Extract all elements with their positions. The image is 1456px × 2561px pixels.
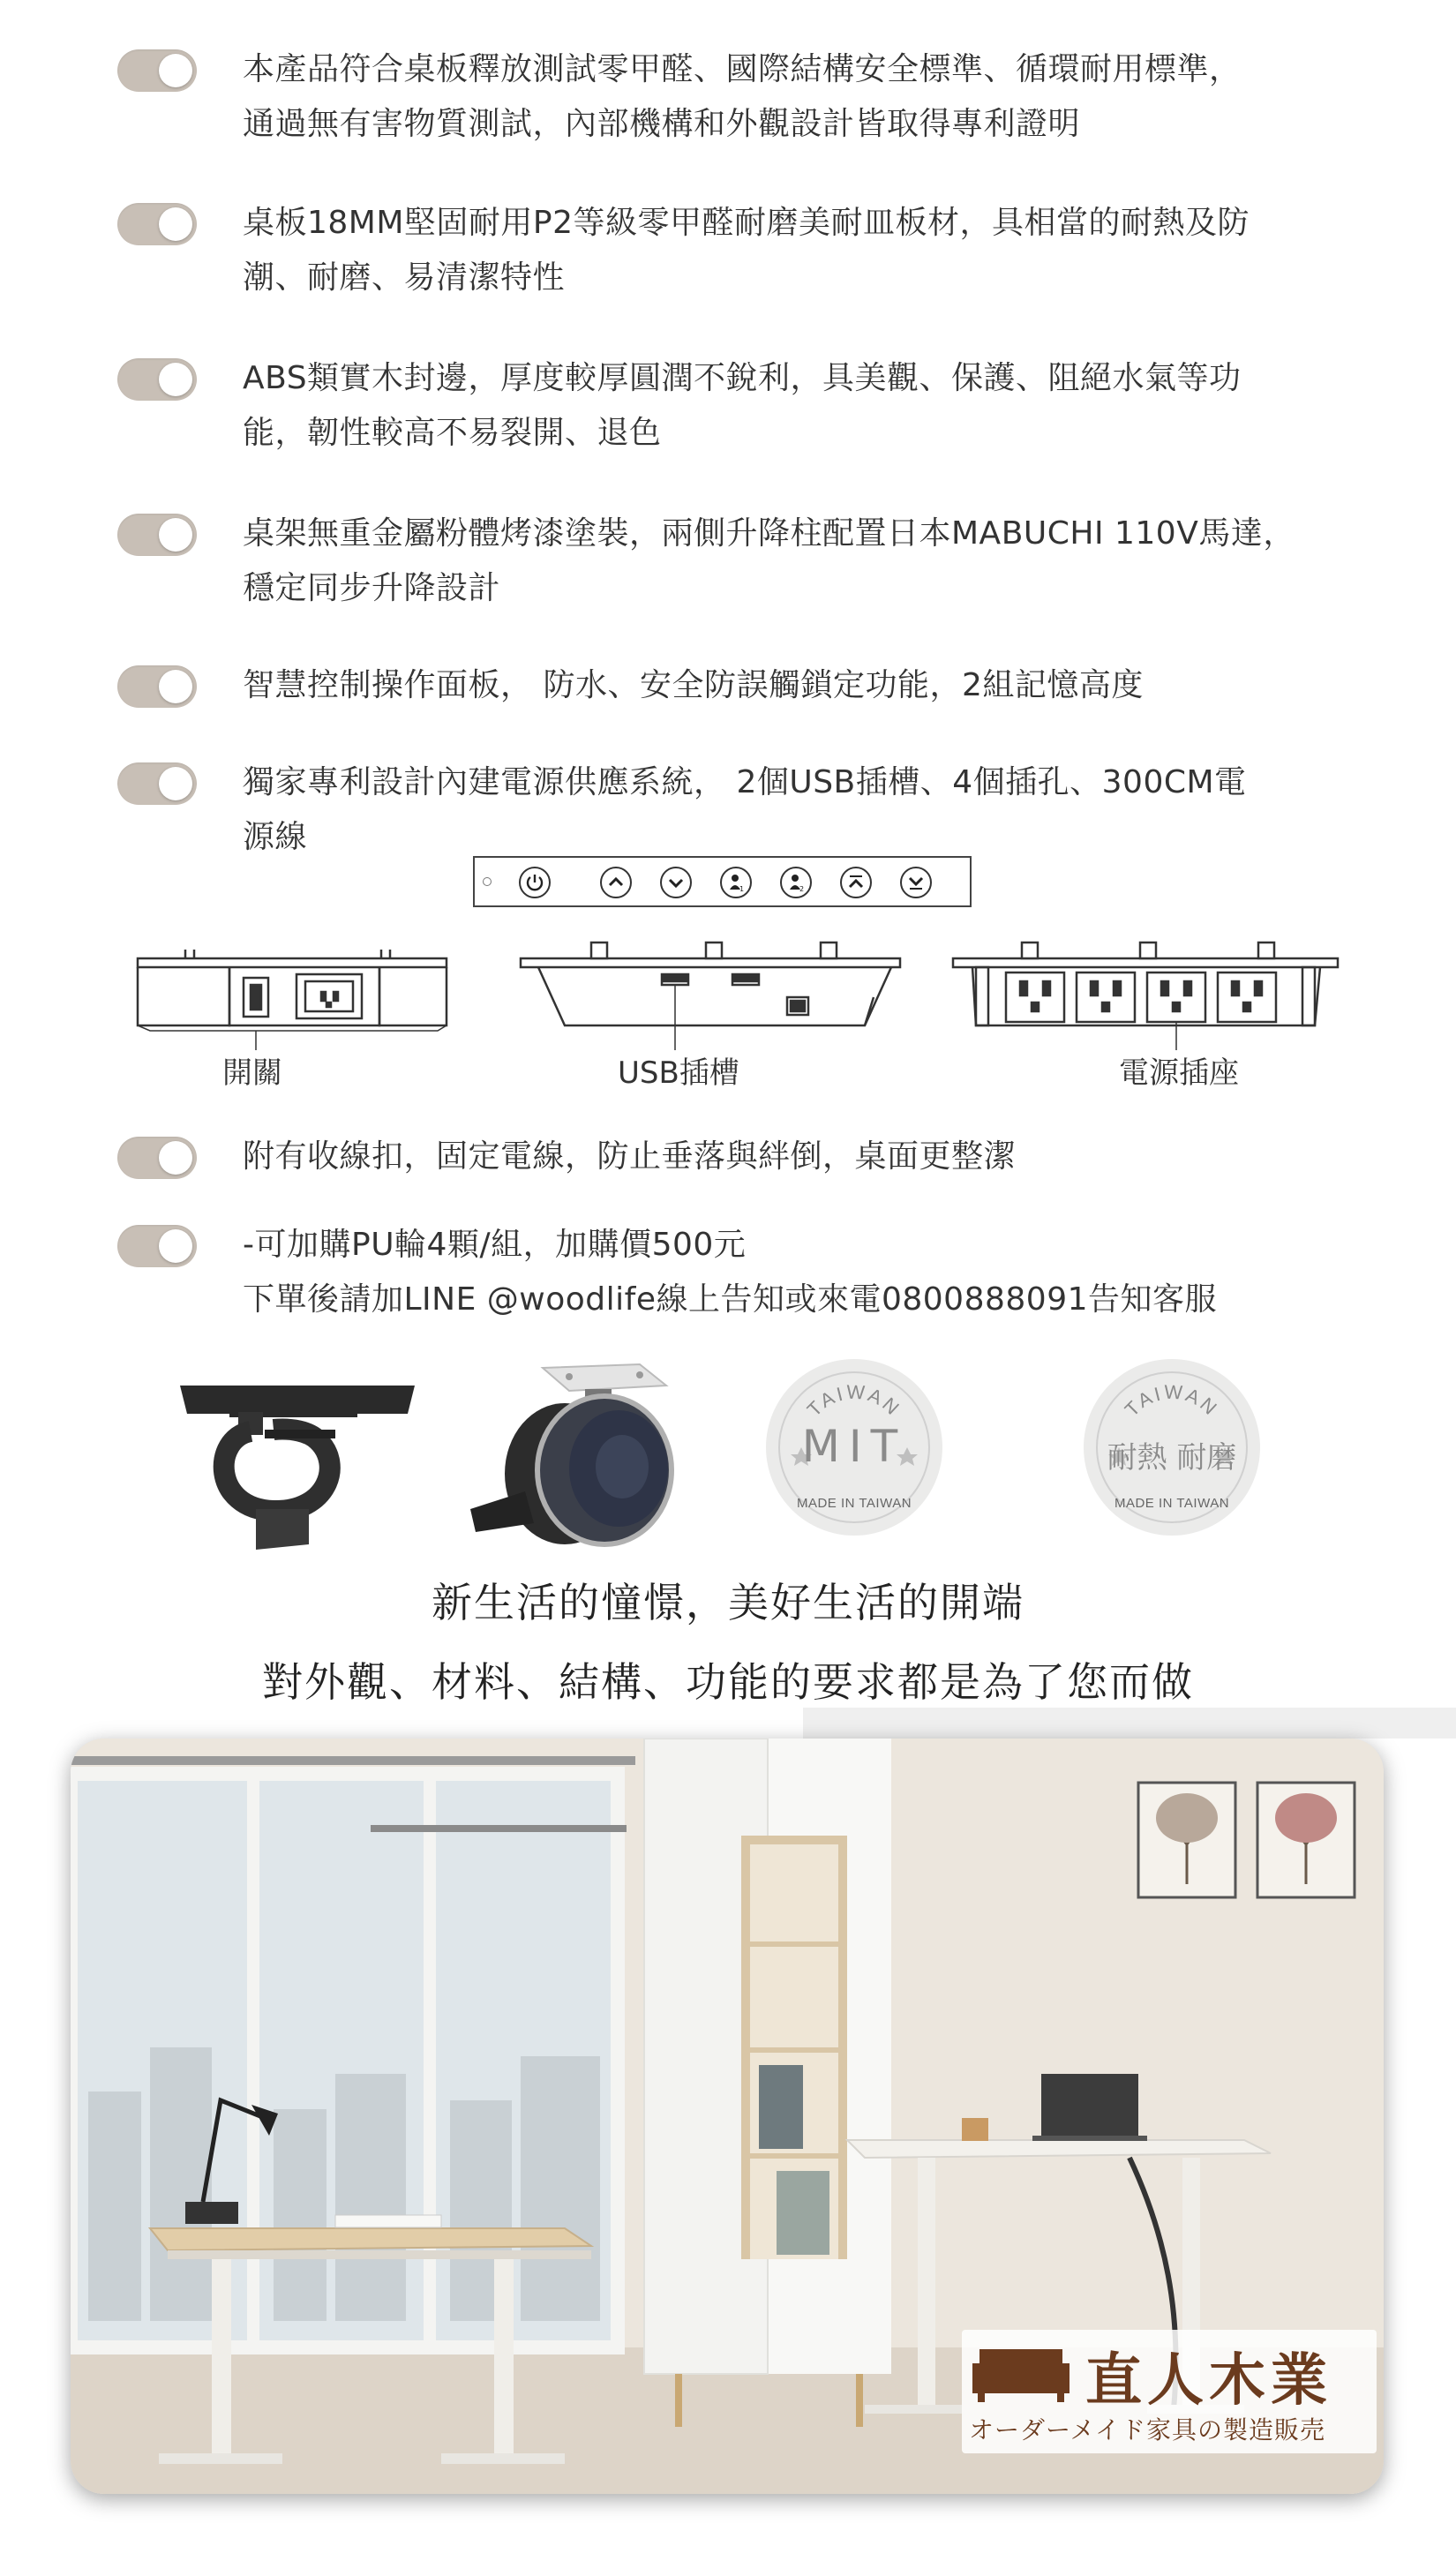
toggle-switch[interactable] [117,203,197,245]
toggle-switch[interactable] [117,665,197,708]
feature-text [243,507,1363,616]
svg-text:TAIWAN [803,1381,905,1421]
toggle-switch[interactable] [117,358,197,401]
toggle-switch[interactable] [117,514,197,556]
caster-wheel-image [463,1359,693,1562]
mit-badge [766,1359,942,1536]
badge-top-text: TAIWAN [802,1380,905,1421]
svg-text:2: 2 [799,885,805,893]
toggle-knob [159,207,192,241]
feature-text [243,1130,1363,1184]
feature-line: ABS類實木封邊，厚度較厚圓潤不銳利，具美觀、保護、阻絕水氣等功 [243,360,1242,396]
toggle-knob [159,1141,192,1175]
toggle-knob [159,767,192,800]
feature-line: 本產品符合桌板釋放測試零甲醛、國際結構安全標準、循環耐用標準， [243,51,1242,87]
cable-clip-image [176,1377,450,1562]
feature-line: 通過無有害物質測試，內部機構和外觀設計皆取得專利證明 [243,106,1081,142]
svg-text:TAIWAN [1121,1381,1223,1421]
feature-text [243,755,1363,865]
control-panel [473,856,972,907]
feature-text [243,351,1363,461]
heat-resistant-badge [1084,1359,1260,1536]
feature-text [243,1218,1363,1327]
toggle-switch[interactable] [117,1137,197,1179]
badge-center-text: MIT [801,1421,907,1472]
badge-bottom-text: MADE IN TAIWAN [796,1496,912,1511]
double-chevron-down-icon [902,868,930,897]
badge-top-text: TAIWAN [1120,1380,1223,1421]
usb-unit-drawing [521,943,900,1050]
indicator-led [483,877,492,886]
slogan-line-1: 新生活的憧憬，美好生活的開端 [432,1579,1024,1626]
top-button[interactable] [840,867,872,898]
bottom-button[interactable] [900,867,932,898]
toggle-switch[interactable] [117,49,197,92]
sofa-icon [972,2342,1069,2404]
power-button[interactable] [519,867,551,898]
double-chevron-up-icon [842,868,870,897]
feature-line: 源線 [243,819,308,855]
outlet-label: 電源插座 [1119,1055,1239,1091]
toggle-switch[interactable] [117,762,197,805]
switch-label: 開關 [222,1055,282,1091]
power-icon [521,868,549,897]
brand-tagline: オーダーメイド家具の製造販売 [969,2415,1326,2445]
feature-line: 下單後請加LINE @woodlife線上告知或來電0800888091告知客服 [243,1281,1218,1318]
switch-unit-drawing [138,950,447,1050]
feature-line: 智慧控制操作面板， 防水、安全防誤觸鎖定功能，2組記憶高度 [243,667,1144,703]
memory-1-button[interactable] [720,867,752,898]
chevron-down-icon [662,868,690,897]
feature-line: 桌架無重金屬粉體烤漆塗裝，兩側升降柱配置日本MABUCHI 110V馬達， [243,515,1295,552]
outlet-sockets [1006,973,1276,1022]
outlet-unit-drawing [953,943,1338,1050]
feature-line: 附有收線扣，固定電線，防止垂落與絆倒，桌面更整潔 [243,1138,1017,1175]
toggle-knob [159,363,192,396]
toggle-knob [159,1229,192,1263]
slogan-line-2: 對外觀、材料、結構、功能的要求都是為了您而做 [262,1658,1194,1706]
usb-label: USB插槽 [618,1055,739,1091]
feature-text [243,196,1363,305]
memory-2-button[interactable] [780,867,812,898]
feature-text [243,658,1363,713]
svg-text:1: 1 [739,885,745,893]
toggle-knob [159,54,192,87]
feature-line: -可加購PU輪4顆/組，加購價500元 [243,1227,747,1263]
toggle-knob [159,518,192,552]
person-icon [722,868,750,897]
feature-text [243,42,1363,152]
toggle-knob [159,670,192,703]
person-icon [782,868,810,897]
badge-center-text: 耐熱 耐磨 [1107,1440,1237,1476]
up-button[interactable] [600,867,632,898]
feature-line: 獨家專利設計內建電源供應系統， 2個USB插槽、4個插孔、300CM電 [243,764,1247,800]
feature-line: 潮、耐磨、易清潔特性 [243,259,566,296]
toggle-switch[interactable] [117,1225,197,1267]
down-button[interactable] [660,867,692,898]
brand-logo [962,2330,1377,2453]
chevron-up-icon [602,868,630,897]
feature-line: 能，韌性較高不易裂開、退色 [243,415,662,451]
feature-line: 穩定同步升降設計 [243,570,501,606]
decor-bar [803,1708,1456,1739]
badge-bottom-text: MADE IN TAIWAN [1114,1496,1230,1511]
feature-line: 桌板18MM堅固耐用P2等級零甲醛耐磨美耐皿板材，具相當的耐熱及防 [243,205,1250,241]
brand-name: 直人木業 [1085,2347,1332,2414]
